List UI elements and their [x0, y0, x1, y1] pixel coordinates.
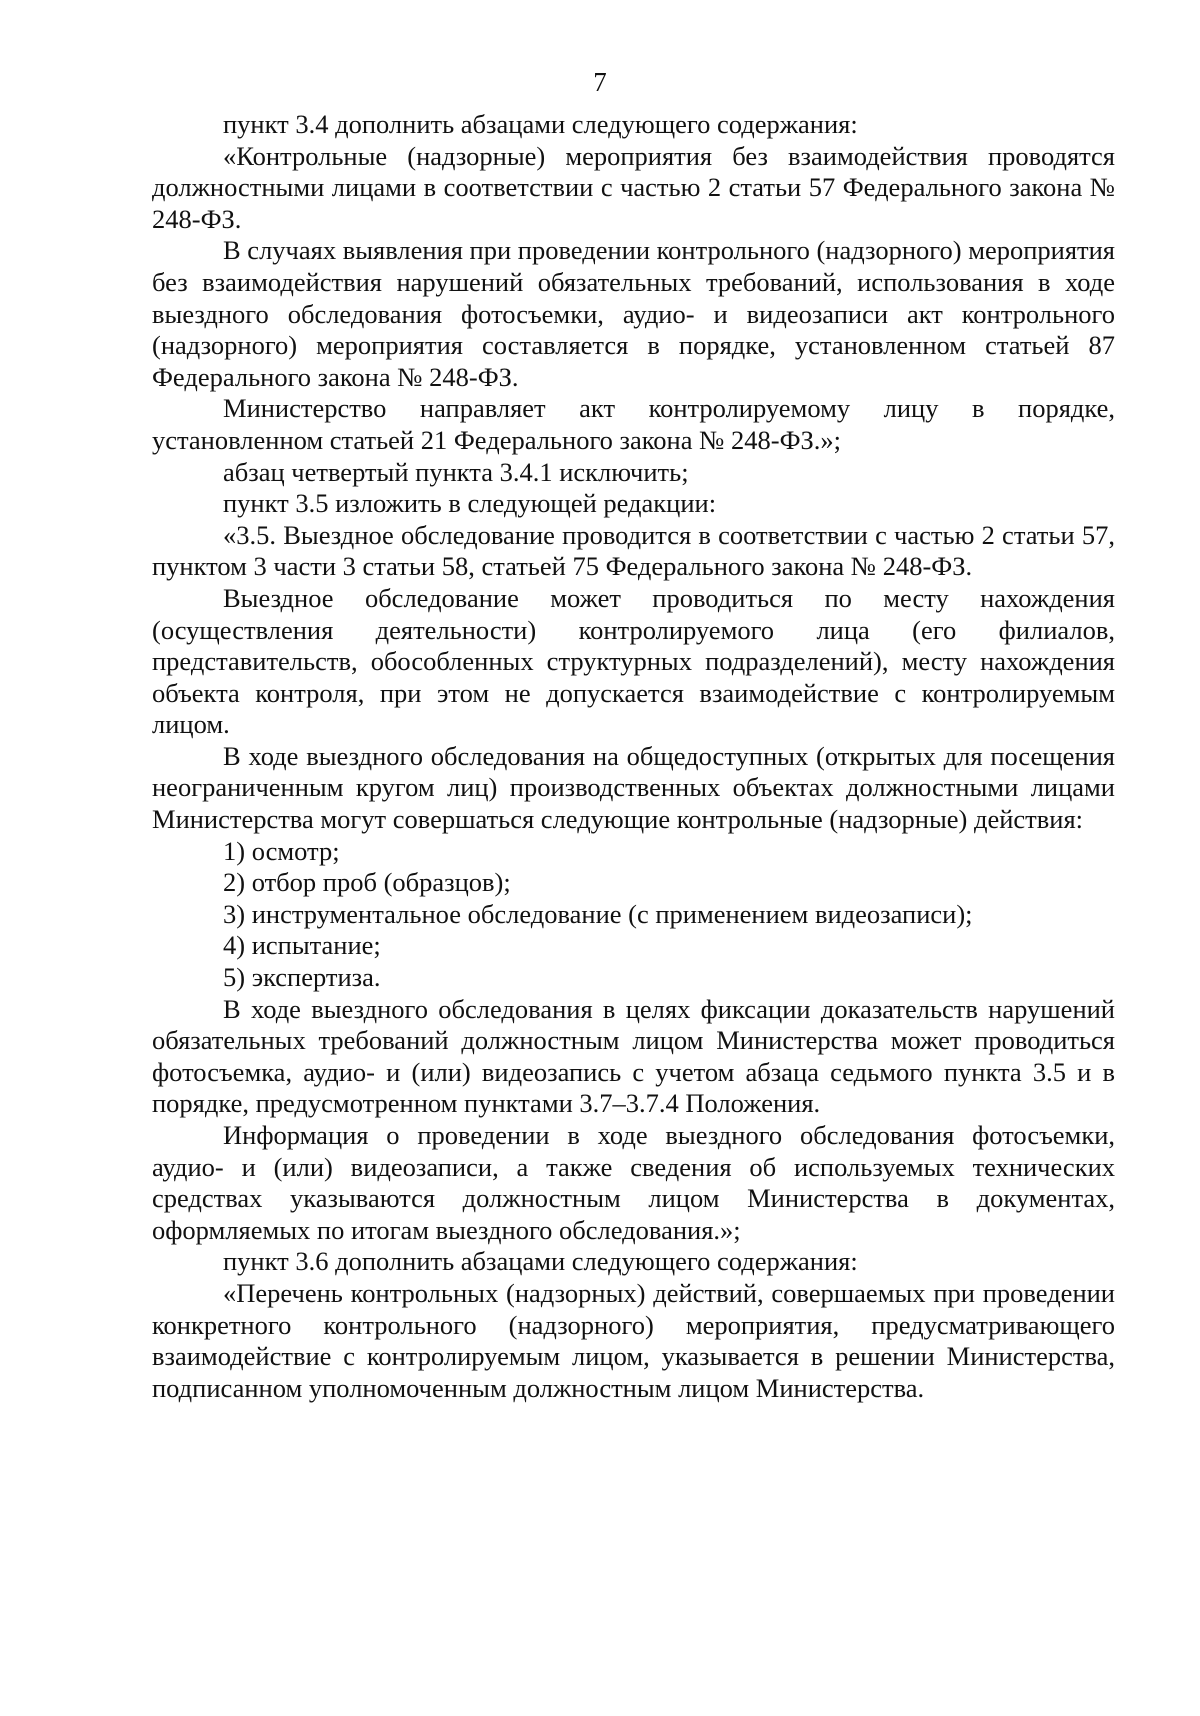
- paragraph-control-measures: «Контрольные (надзорные) мероприятия без взаимодействия проводятся должностными лицами в соответствии с частью 2 статьи 57 Федерального закона № 248-ФЗ.: [152, 140, 1115, 234]
- paragraph-actions-list: «Перечень контрольных (надзорных) действий, совершаемых при проведении конкретного контрольного (надзорного) мероприятия, предусматривающего взаимодействие с контролируемым лицом, указывается в решении Министерства, подписанном уполномоченным должностным лицом Министерства.: [152, 1277, 1115, 1403]
- list-item: 3) инструментальное обследование (с применением видеозаписи);: [223, 898, 973, 929]
- list-item: 1) осмотр;: [223, 835, 340, 866]
- list-item: 4) испытание;: [223, 930, 381, 961]
- paragraph-survey-location: Выездное обследование может проводиться по месту нахождения (осуществления деятельности) контролируемого лица (его филиалов, представительств, обособленных структурных подразделений), месту нахождения объекта контроля, при этом не допускается взаимодействие с контролируемым лицом.: [152, 582, 1115, 740]
- paragraph-recording-info: Информация о проведении в ходе выездного обследования фотосъемки, аудио- и (или) видеозаписи, а также сведения об используемых технических средствах указываются должностным лицом Министерства в документах, оформляемых по итогам выездного обследования.»;: [152, 1120, 1115, 1245]
- document-body: [152, 109, 1115, 1404]
- list-item: 5) экспертиза.: [223, 962, 381, 993]
- paragraph-ministry-sends-act: Министерство направляет акт контролируемому лицу в порядке, установленном статьей 21 Федерального закона № 248-ФЗ.»;: [152, 393, 1115, 455]
- paragraph-amend-3-6: пункт 3.6 дополнить абзацами следующего содержания:: [223, 1246, 858, 1277]
- paragraph-control-actions: В ходе выездного обследования на общедоступных (открытых для посещения неограниченным кругом лиц) производственных объектах должностными лицами Министерства могут совершаться следующие контрольные (надзорные) действия:: [152, 740, 1115, 835]
- paragraph-amend-3-5: пункт 3.5 изложить в следующей редакции:: [223, 488, 717, 519]
- paragraph-amend-3-4: пункт 3.4 дополнить абзацами следующего содержания:: [223, 109, 858, 139]
- paragraph-violations-act: В случаях выявления при проведении контрольного (надзорного) мероприятия без взаимодействия нарушений обязательных требований, использования в ходе выездного обследования фотосъемки, аудио- и видеозаписи акт контрольного (надзорного) мероприятия составляется в порядке, установленном статьей 87 Федерального закона № 248-ФЗ.: [152, 235, 1115, 392]
- paragraph-3-5-field-survey: «3.5. Выездное обследование проводится в соответствии с частью 2 статьи 57, пунктом 3 части 3 статьи 58, статьей 75 Федерального закона № 248-ФЗ.: [152, 519, 1115, 582]
- page-number: 7: [593, 67, 607, 97]
- list-item: 2) отбор проб (образцов);: [223, 867, 511, 898]
- paragraph-evidence-recording: В ходе выездного обследования в целях фиксации доказательств нарушений обязательных требований должностным лицом Министерства может проводиться фотосъемка, аудио- и (или) видеозапись с учетом абзаца седьмого пункта 3.5 и в порядке, предусмотренном пунктами 3.7–3.7.4 Положения.: [152, 993, 1115, 1119]
- paragraph-exclude-3-4-1: абзац четвертый пункта 3.4.1 исключить;: [223, 456, 689, 487]
